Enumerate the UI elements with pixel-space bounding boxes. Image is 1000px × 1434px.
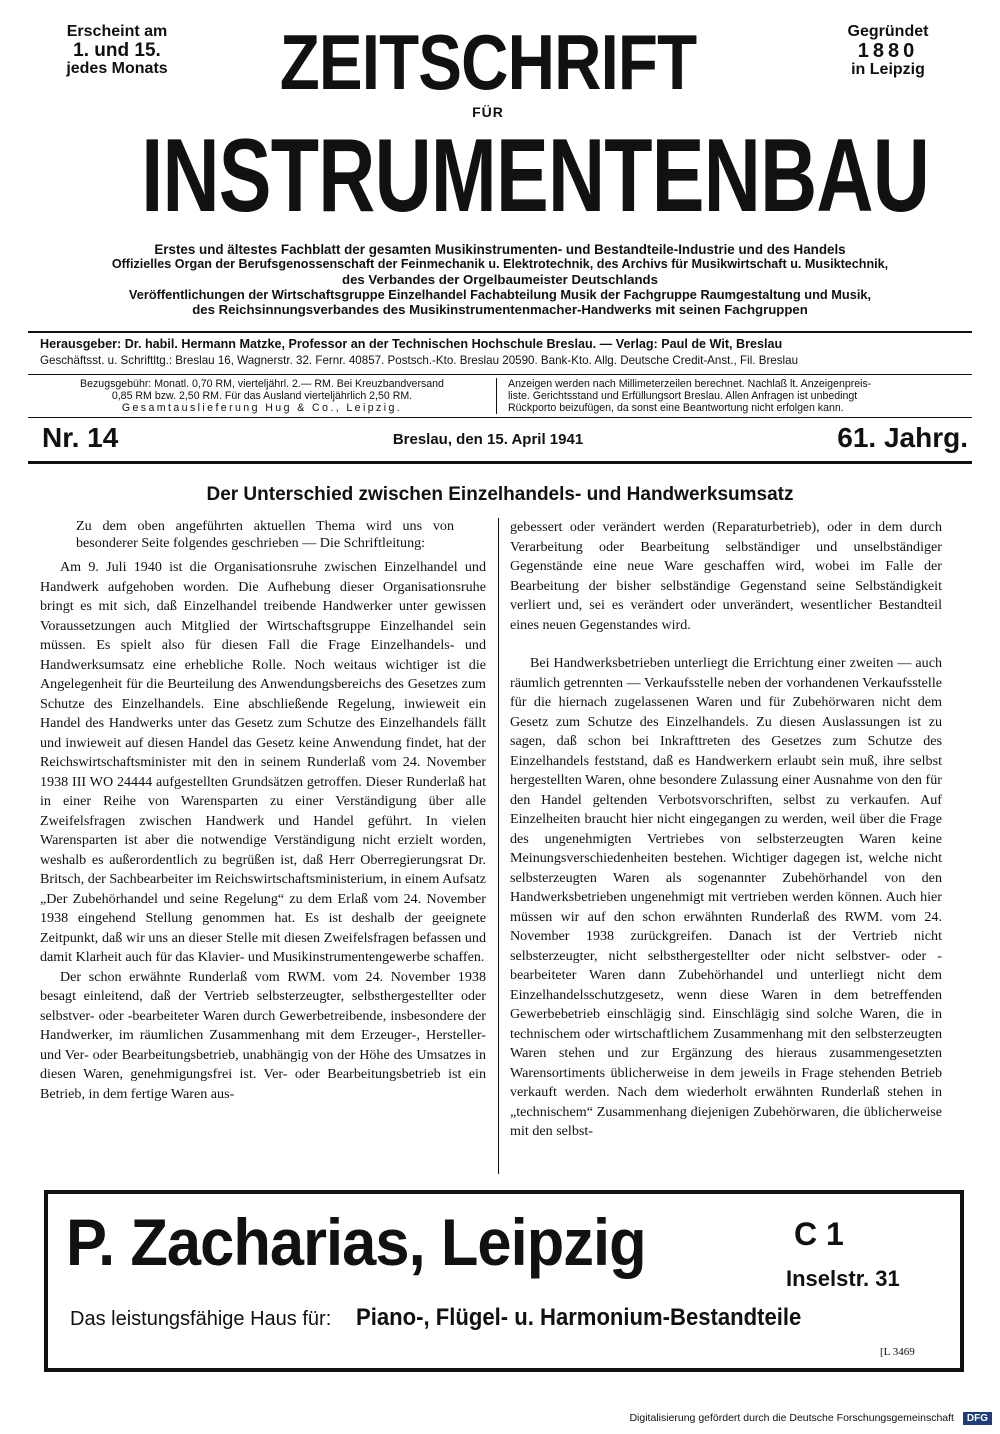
divider <box>28 417 972 418</box>
subtitle-line: Offizielles Organ der Berufsgenossenschaft der Feinmechanik u. Elektrotechnik, des Archivs für Musikwirtschaft u. Musiktechnik, <box>111 257 889 271</box>
advertising-line: Anzeigen werden nach Millimeterzeilen berechnet. Nachlaß lt. Anzeigenpreis- <box>508 378 872 390</box>
schedule-line: Erscheint am <box>66 23 168 40</box>
issue-dateline: Breslau, den 15. April 1941 <box>392 431 584 448</box>
masthead-title-main: INSTRUMENTENBAU <box>141 118 930 234</box>
founding-line: in Leipzig <box>851 60 925 78</box>
subtitle-line: des Reichsinnungsverbandes des Musikinstrumentenmacher-Handwerks mit seinen Fachgruppen <box>192 302 808 317</box>
schedule-line: jedes Monats <box>66 59 168 77</box>
advertisement-zacharias <box>44 1190 964 1372</box>
publisher-line: Herausgeber: Dr. habil. Hermann Matzke, Professor an der Technischen Hochschule Breslau. — Verlag: Paul de Wit, Breslau <box>40 337 783 351</box>
subscription-line: 0,85 RM bzw. 2,50 RM. Für das Ausland vierteljährlich 2,50 RM. <box>111 390 413 402</box>
publication-schedule <box>42 24 192 78</box>
article-paragraph: Bei Handwerksbetrieben unterliegt die Errichtung einer zweiten — auch räumlich getrennten — Verkaufsstelle neben der vorhandenen Verkaufsstelle für die hiernach zugelassenen Waren und für Zubehörwaren nicht dem Gesetz zum Schutze des Einzelhandels. Zu diesen Auslassungen ist zu sagen, daß schon bei Inkrafttreten des Gesetzes zum Schutze des Einzelhandels feststand, daß es Handwerkern erlaubt sein muß, ihre selbst hergestellten Waren, ohne besondere Zulassung einer Ausnahme von den für den Handel geltenden Verbotsvorschriften, selbst zu verkaufen. Auf Einzelheiten braucht hier nicht eingegangen zu werden, weil über die Frage des ungenehmigten Vertriebes von selbsterzeugten Waren keine Meinungsverschiedenheiten bestehen. Wichtiger dagegen ist, welche nicht selbsterzeugten Waren als sogenannter Zubehörhandel von den Handwerksbetrieben ungenehmigt mit vertrieben werden können. Auch hier müssen wir auf den schon erwähnten Runderlaß des RWM. vom 24. November 1938 zurückgreifen. Danach ist der Vertrieb nicht selbsterzeugter, nicht selbsthergestellter oder nicht selbstver- oder -bearbeiteter Waren dann Zubehörhandel und unterliegt nicht dem Einzelhandelsschutzgesetz, wenn diese Waren in dem betreffenden Gewerbebetrieb einschlägig sind. Einschlägig sind solche Waren, die in technischem oder wirtschaftlichem Zusammenhang mit den selbsterzeugten Waren stehen und zur Ergänzung des hieraus zusammengesetzten Warensortiments üblicherweise in dem jeweils in Frage stehenden Betrieb verkauft werden. Nach dem wiederholt erwähnten Runderlaß stehen in „technischem“ Zusammenhang diejenigen Zubehörwaren, die üblicherweise mit den selbst- <box>510 655 942 1139</box>
founding-year: 1880 <box>857 39 919 62</box>
fees-divider <box>496 378 497 414</box>
subtitle-line: Erstes und ältestes Fachblatt der gesamten Musikinstrumenten- und Bestandteile-Industrie und des Handels <box>154 242 846 257</box>
ad-lead-text: Das leistungsfähige Haus für: <box>70 1308 332 1330</box>
footer-text: Digitalisierung gefördert durch die Deutsche Forschungsgemeinschaft <box>629 1412 954 1424</box>
founding-info <box>818 24 958 79</box>
article-paragraph: Am 9. Juli 1940 ist die Organisationsruhe zwischen Einzelhandel und Handwerk aufgehoben worden. Die Aufhebung dieser Organisationsruhe bringt es mit sich, daß Einzelhandel treibende Handwerker unter gewissen Voraussetzungen auch Mitglied der Wirtschaftsgruppe Einzelhandel sein müssen. Es spielt also für diesen Fall die Frage Einzelhandels- und Handwerksumsatz eine erhebliche Rolle. Noch weitaus wichtiger ist die Angelegenheit für die Beurteilung des Anwendungsbereichs des Gesetzes zum Schutze des Einzelhandels. Eine abschließende Regelung, inwieweit ein Handel des Handwerks unter das Gesetz zum Schutze des Einzelhandels fällt und inwieweit auf diesen Handel das Gesetz keine Anwendung findet, hat der Reichswirtschaftsminister mit den in seinem Runderlaß vom 24. November 1938 III WO 24444 aufgestellten Grundsätzen getroffen. Dieser Runderlaß hat in einer Reihe von Warensparten zu einer Verständigung über alle Zweifelsfragen zwischen Handwerk und Handel geführt. In vielen Warensparten ist aber die notwendige Verständigung nicht erzielt worden, weshalb es außerordentlich zu begrüßen ist, daß Herr Oberregierungsrat Dr. Britsch, der Sachbearbeiter im Reichswirtschaftsministerium, in einem Aufsatz „Der Zubehörhandel und seine Regelung“ zu dem Erlaß vom 24. November 1938 eingehend Stellung genommen hat. Es ist deshalb der geeignete Zeitpunkt, daß wir uns an dieser Stelle mit diesen Zweifelsfragen befassen und damit Klarheit auch für das Klavier- und Musikinstrumentengewerbe schaffen. <box>40 559 486 965</box>
article-intro: Zu dem oben angeführten aktuellen Thema wird uns von besonderer Seite folgendes geschrieben — Die Schriftleitung: <box>76 518 454 551</box>
article-column-right <box>510 518 942 1142</box>
subscription-line: Gesamtauslieferung Hug & Co., Leipzig. <box>121 402 403 414</box>
masthead-title-top: ZEITSCHRIFT <box>279 18 697 106</box>
issue-number: Nr. 14 <box>42 422 119 453</box>
ad-street: Inselstr. 31 <box>786 1266 900 1291</box>
subscription-info <box>42 378 482 414</box>
subtitle-line: des Verbandes der Orgelbaumeister Deutschlands <box>342 272 658 287</box>
article-headline: Der Unterschied zwischen Einzelhandels- und Handwerksumsatz <box>206 484 794 505</box>
schedule-line: 1. und 15. <box>73 39 161 61</box>
subscription-line: Bezugsgebühr: Monatl. 0,70 RM, vierteljährl. 2.— RM. Bei Kreuzbandversand <box>80 378 444 390</box>
ad-postal-district: C 1 <box>794 1216 844 1252</box>
article-column-left <box>40 518 486 1104</box>
newspaper-page <box>28 18 972 1398</box>
ad-company-name: P. Zacharias, Leipzig <box>66 1205 646 1279</box>
ad-products: Piano-, Flügel- u. Harmonium-Bestandteile <box>356 1304 802 1331</box>
digitization-footer <box>629 1412 992 1425</box>
ad-code: [L 3469 <box>880 1346 915 1358</box>
divider <box>28 331 972 333</box>
advertising-line: liste. Gerichtsstand und Erfüllungsort Breslau. Allen Anfragen ist unbedingt <box>508 390 858 402</box>
advertising-line: Rückporto beizufügen, da sonst eine Beantwortung nicht erfolgen kann. <box>508 402 844 414</box>
divider <box>28 374 972 375</box>
advertising-info <box>508 378 968 414</box>
office-line: Geschäftsst. u. Schriftltg.: Breslau 16, Wagnerstr. 32. Fernr. 40857. Postsch.-Kto. Breslau 20590. Bank-Kto. Allg. Deutsche Credit-Anst., Fil. Breslau <box>40 354 799 367</box>
subtitle-line: Veröffentlichungen der Wirtschaftsgruppe Einzelhandel Fachabteilung Musik der Fachgruppe Raumgestaltung und Musik, <box>128 287 872 302</box>
masthead-title-fuer: FÜR <box>472 104 504 120</box>
dfg-logo: DFG <box>963 1412 992 1425</box>
article-paragraph: gebessert oder verändert werden (Reparaturbetrieb), oder in dem durch Verarbeitung oder Bearbeitung selbständiger und unselbständiger Gegenstände eine neue Ware geschaffen wird, wobei im Falle der Bearbeitung der bisher selbständige Gegenstand seine Selbständigkeit verliert und, sei es verändert oder unverändert, wesentlicher Bestandteil eines neuen Gegenstandes wird. <box>510 519 942 633</box>
volume-year: 61. Jahrg. <box>837 422 968 453</box>
column-divider <box>498 518 499 1174</box>
divider <box>28 461 972 464</box>
masthead-subtitle <box>28 242 972 317</box>
article-paragraph: Der schon erwähnte Runderlaß vom RWM. vom 24. November 1938 besagt einleitend, daß der Vertrieb selbsterzeugter, selbsthergestellter oder selbstver- oder -bearbeiteter Waren durch Gewerbetreibende, insbesondere der Handwerker, im räumlichen Zusammenhang mit dem Erzeuger-, Hersteller- und Ver- oder Bearbeitungsbetrieb, unabhängig von der Höhe des Umsatzes in diesen Waren, genehmigungsfrei ist. Ver- oder Bearbeitungsbetrieb ist ein Betrieb, in dem fertige Waren aus- <box>40 968 486 1102</box>
founding-line: Gegründet <box>847 23 929 40</box>
